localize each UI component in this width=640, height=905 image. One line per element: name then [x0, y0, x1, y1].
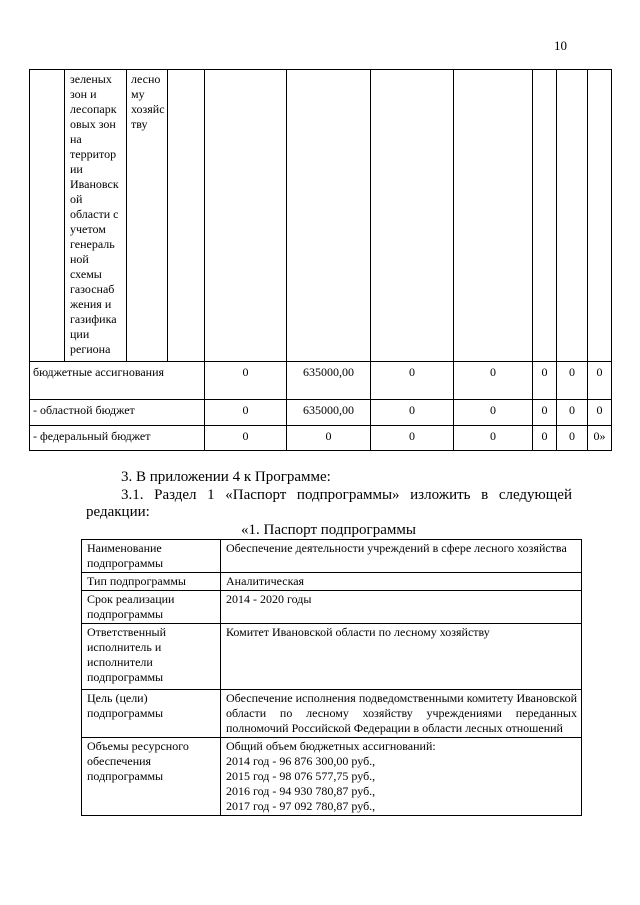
- cell-line: Ивановск: [70, 177, 119, 191]
- passport-value: Аналитическая: [221, 573, 582, 591]
- cell-line: газоснаб: [70, 282, 115, 296]
- table-cell: 0: [533, 400, 557, 426]
- executor-cell: [127, 70, 168, 362]
- cell-line: тву: [131, 117, 148, 131]
- cell-line: ии: [70, 162, 83, 176]
- table-cell: 0: [205, 400, 287, 426]
- cell-line: газифика: [70, 312, 117, 326]
- table-row: [82, 573, 582, 591]
- cell-line: хозяйс: [131, 102, 165, 116]
- table-cell: 0: [557, 400, 588, 426]
- passport-label: Наименование подпрограммы: [82, 540, 221, 573]
- cell-line: му: [131, 87, 145, 101]
- table-cell: 0: [557, 362, 588, 400]
- passport-title: «1. Паспорт подпрограммы: [241, 522, 416, 538]
- table-cell: 0: [454, 400, 533, 426]
- table-cell: 0»: [588, 426, 612, 451]
- row-label: - областной бюджет: [30, 400, 205, 426]
- measure-name-text: [70, 72, 123, 357]
- cell-line: ной: [70, 252, 89, 266]
- cell-line: жения и: [70, 297, 112, 311]
- table-cell: 635000,00: [287, 362, 371, 400]
- cell-line: генераль: [70, 237, 115, 251]
- passport-table: [81, 539, 582, 816]
- cell-line: территор: [70, 147, 117, 161]
- table-cell: 0: [454, 426, 533, 451]
- table-cell: 0: [557, 426, 588, 451]
- row-label: - федеральный бюджет: [30, 426, 205, 451]
- cell-line: ой: [70, 192, 83, 206]
- passport-value: Обеспечение исполнения подведомственными комитету Ивановской области по лесному хозяйству учреждениями переданных полномочий Российской Федерации в области лесных отношений: [221, 690, 582, 738]
- table-cell: 0: [533, 426, 557, 451]
- table-cell: 0: [371, 362, 454, 400]
- cell-line: зеленых: [70, 72, 112, 86]
- passport-value: Комитет Ивановской области по лесному хозяйству: [221, 624, 582, 690]
- table-row: [82, 591, 582, 624]
- table-cell: 0: [287, 426, 371, 451]
- cell-line: на: [70, 132, 82, 146]
- value-line: Общий объем бюджетных ассигнований:: [226, 739, 436, 753]
- table-cell: 635000,00: [287, 400, 371, 426]
- value-line: 2015 год - 98 076 577,75 руб.,: [226, 769, 376, 783]
- cell-line: схемы: [70, 267, 102, 281]
- budget-table-fragment: [29, 69, 612, 451]
- table-row: [30, 362, 612, 400]
- cell-line: учетом: [70, 222, 106, 236]
- measure-name-cell: [65, 70, 127, 362]
- cell-line: ции: [70, 327, 90, 341]
- passport-value: Обеспечение деятельности учреждений в сфере лесного хозяйства: [221, 540, 582, 573]
- table-cell: 0: [454, 362, 533, 400]
- table-cell: 0: [205, 426, 287, 451]
- row-label: бюджетные ассигнования: [30, 362, 205, 400]
- table-row: [82, 624, 582, 690]
- table-cell: 0: [371, 400, 454, 426]
- cell-line: овых зон: [70, 117, 116, 131]
- table-cell: 0: [205, 362, 287, 400]
- table-row: [30, 400, 612, 426]
- passport-value: 2014 - 2020 годы: [221, 591, 582, 624]
- paragraph-appendix: 3. В приложении 4 к Программе:: [121, 469, 331, 485]
- table-cell: 0: [533, 362, 557, 400]
- table-cell: 0: [588, 362, 612, 400]
- cell-line: региона: [70, 342, 111, 356]
- cell-empty: [30, 70, 65, 362]
- cell-line: лесно: [131, 72, 161, 86]
- passport-label: Срок реализации подпрограммы: [82, 591, 221, 624]
- value-line: 2014 год - 96 876 300,00 руб.,: [226, 754, 376, 768]
- cell-line: области с: [70, 207, 119, 221]
- cell-line: зон и: [70, 87, 97, 101]
- passport-label: Объемы ресурсного обеспечения подпрограммы: [82, 738, 221, 816]
- passport-value: [221, 738, 582, 816]
- paragraph-section: 3.1. Раздел 1 «Паспорт подпрограммы» изложить в следующей редакции:: [86, 487, 572, 520]
- passport-label: Тип подпрограммы: [82, 573, 221, 591]
- table-row: [82, 540, 582, 573]
- value-line: 2016 год - 94 930 780,87 руб.,: [226, 784, 376, 798]
- table-row: [82, 738, 582, 816]
- passport-label: Ответственный исполнитель и исполнители подпрограммы: [82, 624, 221, 690]
- table-cell: 0: [588, 400, 612, 426]
- table-cell: 0: [371, 426, 454, 451]
- cell-line: лесопарк: [70, 102, 117, 116]
- executor-text: [131, 72, 164, 132]
- table-row: [30, 426, 612, 451]
- page-number: 10: [554, 38, 567, 53]
- value-line: 2017 год - 97 092 780,87 руб.,: [226, 799, 376, 813]
- passport-label: Цель (цели) подпрограммы: [82, 690, 221, 738]
- table-row-measure: [30, 70, 612, 362]
- table-row: [82, 690, 582, 738]
